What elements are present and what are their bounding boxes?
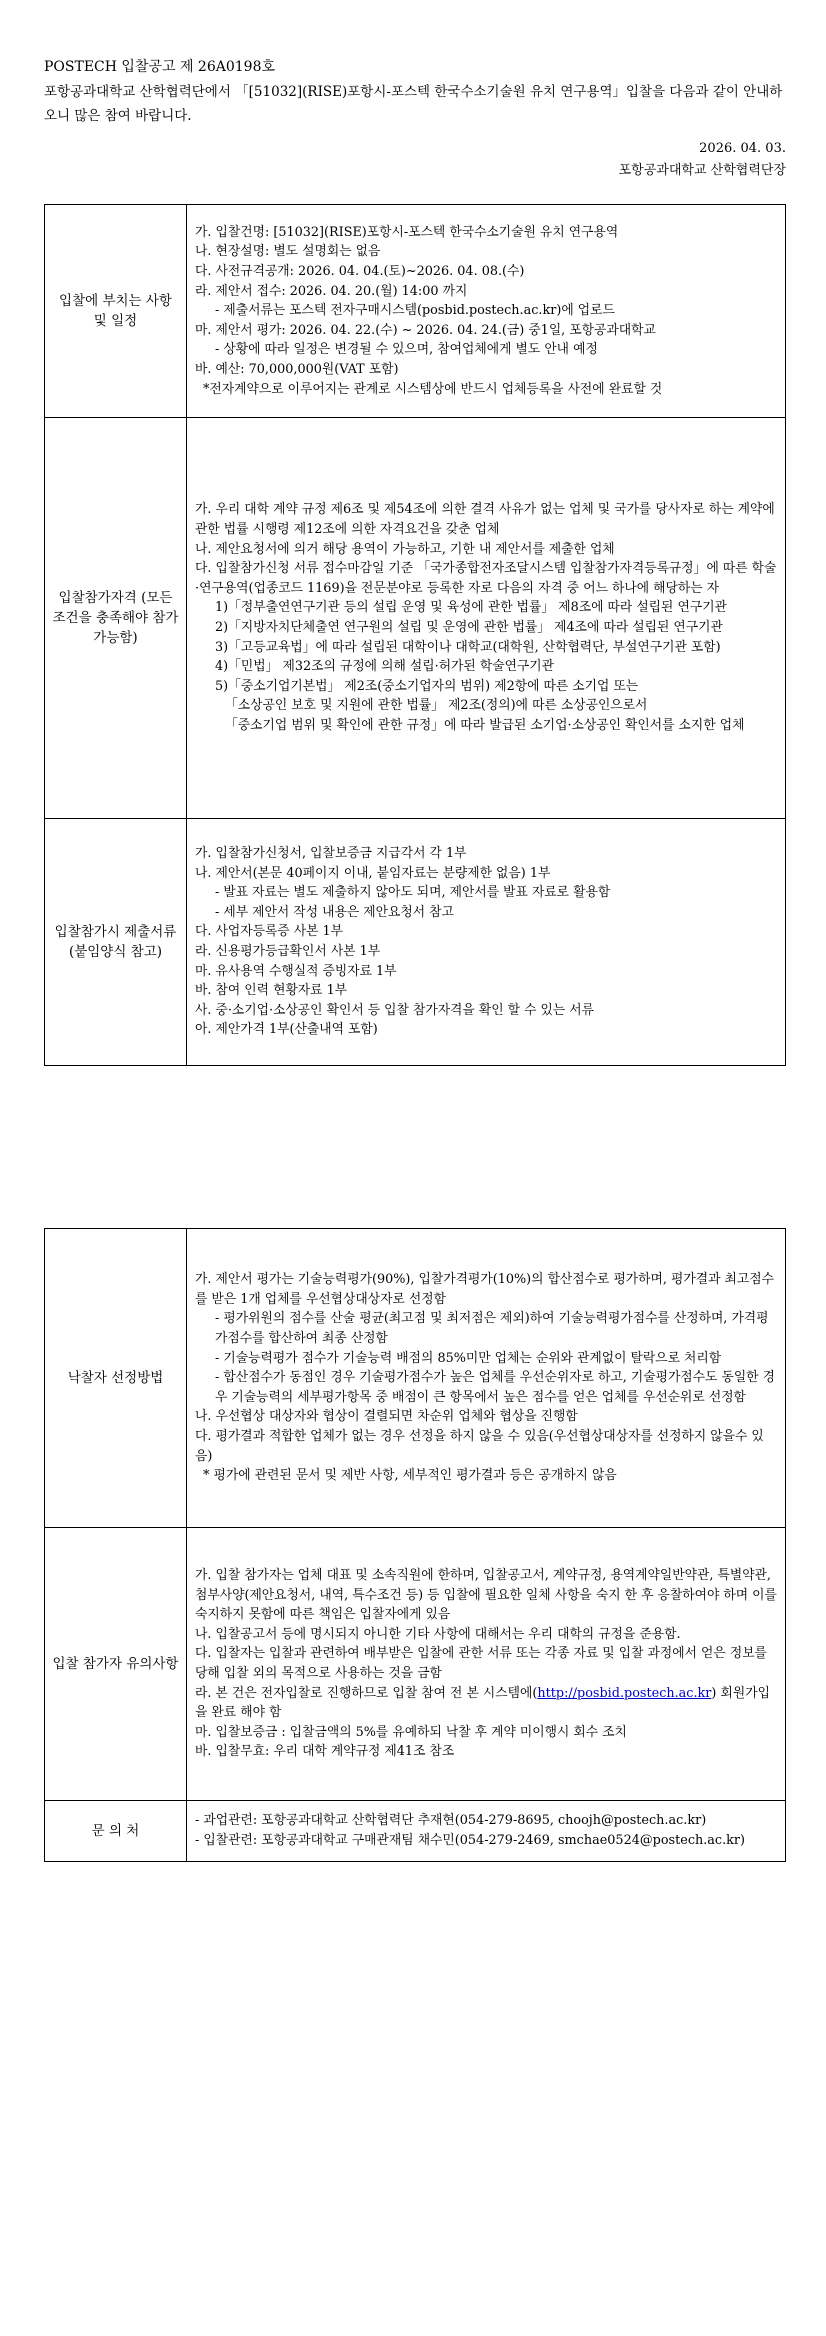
list-item: - 발표 자료는 별도 제출하지 않아도 되며, 제안서를 발표 자료로 활용함 <box>215 885 611 901</box>
list-item: 바. 입찰무효: 우리 대학 계약규정 제41조 참조 <box>195 1744 455 1760</box>
list-item: - 평가위원의 점수를 산술 평균(최고점 및 최저점은 제외)하여 기술능력평가점수를 산정하며, 가격평가점수를 합산하여 최종 산정함 <box>215 1311 769 1347</box>
list-item: - 합산점수가 동점인 경우 기술평가점수가 높은 업체를 우선순위자로 하고, 기술평가점수도 동일한 경우 기술능력의 세부평가항목 중 배점이 큰 항목에서 높은 점수를 얻은 업체를 우선순위로 선정함 <box>215 1370 775 1405</box>
date-block <box>44 138 786 182</box>
list-item: 나. 제안요청서에 의거 해당 용역이 가능하고, 기한 내 제안서를 제출한 업체 <box>195 541 615 557</box>
notice-table-1 <box>44 204 786 1066</box>
notice-table-2 <box>44 1228 786 1862</box>
list-item: 가. 입찰건명: [51032](RISE)포항시-포스텍 한국수소기술원 유치 연구용역 <box>195 224 619 240</box>
section-body <box>187 1801 786 1862</box>
list-item: - 세부 제안서 작성 내용은 제안요청서 참고 <box>215 904 454 920</box>
list-item-text: ) 회원가입을 완료 해야 함 <box>195 1685 770 1721</box>
list-item: 나. 현장설명: 별도 설명회는 없음 <box>195 244 381 260</box>
notice-title: POSTECH 입찰공고 제 26A0198호 <box>44 59 276 75</box>
list-item: 아. 제안가격 1부(산출내역 포함) <box>195 1022 378 1038</box>
section-header: 낙찰자 선정방법 <box>45 1229 187 1528</box>
list-item: 나. 제안서(본문 40페이지 이내, 붙임자료는 분량제한 없음) 1부 <box>195 865 551 881</box>
list-item: 다. 사전규격공개: 2026. 04. 04.(토)~2026. 04. 08.(수) <box>195 264 525 280</box>
section-header: 입찰에 부치는 사항 및 일정 <box>45 205 187 418</box>
list-item <box>195 1684 779 1723</box>
section-schedule <box>45 205 786 418</box>
list-item: 2)「지방자치단체출연 연구원의 설립 및 운영에 관한 법률」 제4조에 따라 설립된 연구기관 <box>215 620 723 635</box>
notice-date: 2026. 04. 03. <box>699 141 786 156</box>
list-item-text: 라. 본 건은 전자입찰로 진행하므로 입찰 참여 전 본 시스템에( <box>195 1685 538 1701</box>
list-item: 다. 평가결과 적합한 업체가 없는 경우 선정을 하지 않을 수 있음(우선협상대상자를 선정하지 않을수 있음) <box>195 1428 764 1464</box>
list-item: 1)「정부출연연구기관 등의 설립 운영 및 육성에 관한 법률」 제8조에 따라 설립된 연구기관 <box>215 600 727 616</box>
section-header: 입찰 참가자 유의사항 <box>45 1528 187 1801</box>
section-body <box>187 819 786 1066</box>
section-contact <box>45 1801 786 1862</box>
section-header: 입찰참가자격 (모든 조건을 충족해야 참가 가능함) <box>45 418 187 819</box>
section-notes <box>45 1528 786 1801</box>
notice-header <box>44 56 786 182</box>
list-item: 나. 우선협상 대상자와 협상이 결렬되면 차순위 업체와 협상을 진행함 <box>195 1409 578 1425</box>
section-header: 문 의 처 <box>45 1801 187 1862</box>
list-item: 바. 예산: 70,000,000원(VAT 포함) <box>195 361 399 377</box>
list-item: - 기술능력평가 점수가 기술능력 배점의 85%미만 업체는 순위와 관계없이 탈락으로 처리함 <box>215 1350 722 1366</box>
section-body <box>187 205 786 418</box>
posbid-link[interactable]: http://posbid.postech.ac.kr <box>537 1685 712 1701</box>
list-item: 나. 입찰공고서 등에 명시되지 아니한 기타 사항에 대해서는 우리 대학의 규정을 준용함. <box>195 1626 681 1642</box>
list-item: 3)「고등교육법」에 따라 설립된 대학이나 대학교(대학원, 산학협력단, 부설연구기관 포함) <box>215 639 721 655</box>
list-item: 다. 사업자등록증 사본 1부 <box>195 924 344 940</box>
list-item: 「중소기업 범위 및 확인에 관한 규정」에 따라 발급된 소기업·소상공인 확인서를 소지한 업체 <box>225 717 745 733</box>
list-item: *전자계약으로 이루어지는 관계로 시스템상에 반드시 업체등록을 사전에 완료할 것 <box>203 381 663 397</box>
list-item: 라. 제안서 접수: 2026. 04. 20.(월) 14:00 까지 <box>195 283 468 299</box>
list-item: 5)「중소기업기본법」 제2조(중소기업자의 범위) 제2항에 따른 소기업 또는 <box>215 678 639 694</box>
notice-issuer: 포항공과대학교 산학협력단장 <box>618 163 786 178</box>
list-item: - 입찰관련: 포항공과대학교 구매관재팀 채수민(054-279-2469, smchae0524@postech.ac.kr) <box>195 1833 746 1848</box>
section-header: 입찰참가시 제출서류(붙임양식 참고) <box>45 819 187 1066</box>
list-item: 사. 중·소기업·소상공인 확인서 등 입찰 참가자격을 확인 할 수 있는 서류 <box>195 1002 595 1018</box>
list-item: 마. 제안서 평가: 2026. 04. 22.(수) ~ 2026. 04. 24.(금) 중1일, 포항공과대학교 <box>195 322 656 338</box>
list-item: 「소상공인 보호 및 지원에 관한 법률」 제2조(정의)에 따른 소상공인으로서 <box>225 698 648 714</box>
list-item: * 평가에 관련된 문서 및 제반 사항, 세부적인 평가결과 등은 공개하지 않음 <box>203 1468 617 1484</box>
list-item: 4)「민법」 제32조의 규정에 의해 설립·허가된 학술연구기관 <box>215 659 555 675</box>
list-item: 라. 신용평가등급확인서 사본 1부 <box>195 944 381 959</box>
section-body <box>187 418 786 819</box>
list-item: 가. 제안서 평가는 기술능력평가(90%), 입찰가격평가(10%)의 합산점수로 평가하며, 평가결과 최고점수를 받은 1개 업체를 우선협상대상자로 선정함 <box>195 1272 774 1307</box>
section-body <box>187 1528 786 1801</box>
section-eligibility <box>45 418 786 819</box>
list-item: 바. 참여 인력 현황자료 1부 <box>195 983 348 999</box>
list-item: - 제출서류는 포스텍 전자구매시스템(posbid.postech.ac.kr)에 업로드 <box>215 303 615 319</box>
section-body <box>187 1229 786 1528</box>
list-item: - 과업관련: 포항공과대학교 산학협력단 추재현(054-279-8695, choojh@postech.ac.kr) <box>195 1813 707 1829</box>
list-item: 다. 입찰참가신청 서류 접수마감일 기준 「국가종합전자조달시스템 입찰참가자격등록규정」에 따른 학술·연구용역(업종코드 1169)을 전문분야로 등록한 자로 다음의 자격 중 어느 하나에 해당하는 자 <box>195 561 777 596</box>
list-item: - 상황에 따라 일정은 변경될 수 있으며, 참여업체에게 별도 안내 예정 <box>215 342 598 358</box>
list-item: 마. 입찰보증금 : 입찰금액의 5%를 유예하되 낙찰 후 계약 미이행시 회수 조치 <box>195 1724 627 1740</box>
notice-intro: 포항공과대학교 산학협력단에서 「[51032](RISE)포항시-포스텍 한국수소기술원 유치 연구용역」입찰을 다음과 같이 안내하오니 많은 참여 바랍니다. <box>44 84 783 124</box>
list-item: 가. 입찰참가신청서, 입찰보증금 지급각서 각 1부 <box>195 846 467 862</box>
list-item: 가. 입찰 참가자는 업체 대표 및 소속직원에 한하며, 입찰공고서, 계약규정, 용역계약일반약관, 특별약관, 첨부사양(제안요청서, 내역, 특수조건 등) 등 입찰에 필요한 일체 사항을 숙지 한 후 응찰하여야 하며 이를 숙지하지 못함에 따른 책임은 입찰자에게 있음 <box>195 1568 777 1623</box>
section-documents <box>45 819 786 1066</box>
list-item: 다. 입찰자는 입찰과 관련하여 배부받은 입찰에 관한 서류 또는 각종 자료 및 입찰 과정에서 얻은 정보를 당해 입찰 외의 목적으로 사용하는 것을 금함 <box>195 1646 767 1681</box>
section-selection <box>45 1229 786 1528</box>
list-item: 마. 유사용역 수행실적 증빙자료 1부 <box>195 963 397 979</box>
list-item: 가. 우리 대학 계약 규정 제6조 및 제54조에 의한 결격 사유가 없는 업체 및 국가를 당사자로 하는 계약에 관한 법률 시행령 제12조에 의한 자격요건을 갖춘 업체 <box>195 502 775 538</box>
